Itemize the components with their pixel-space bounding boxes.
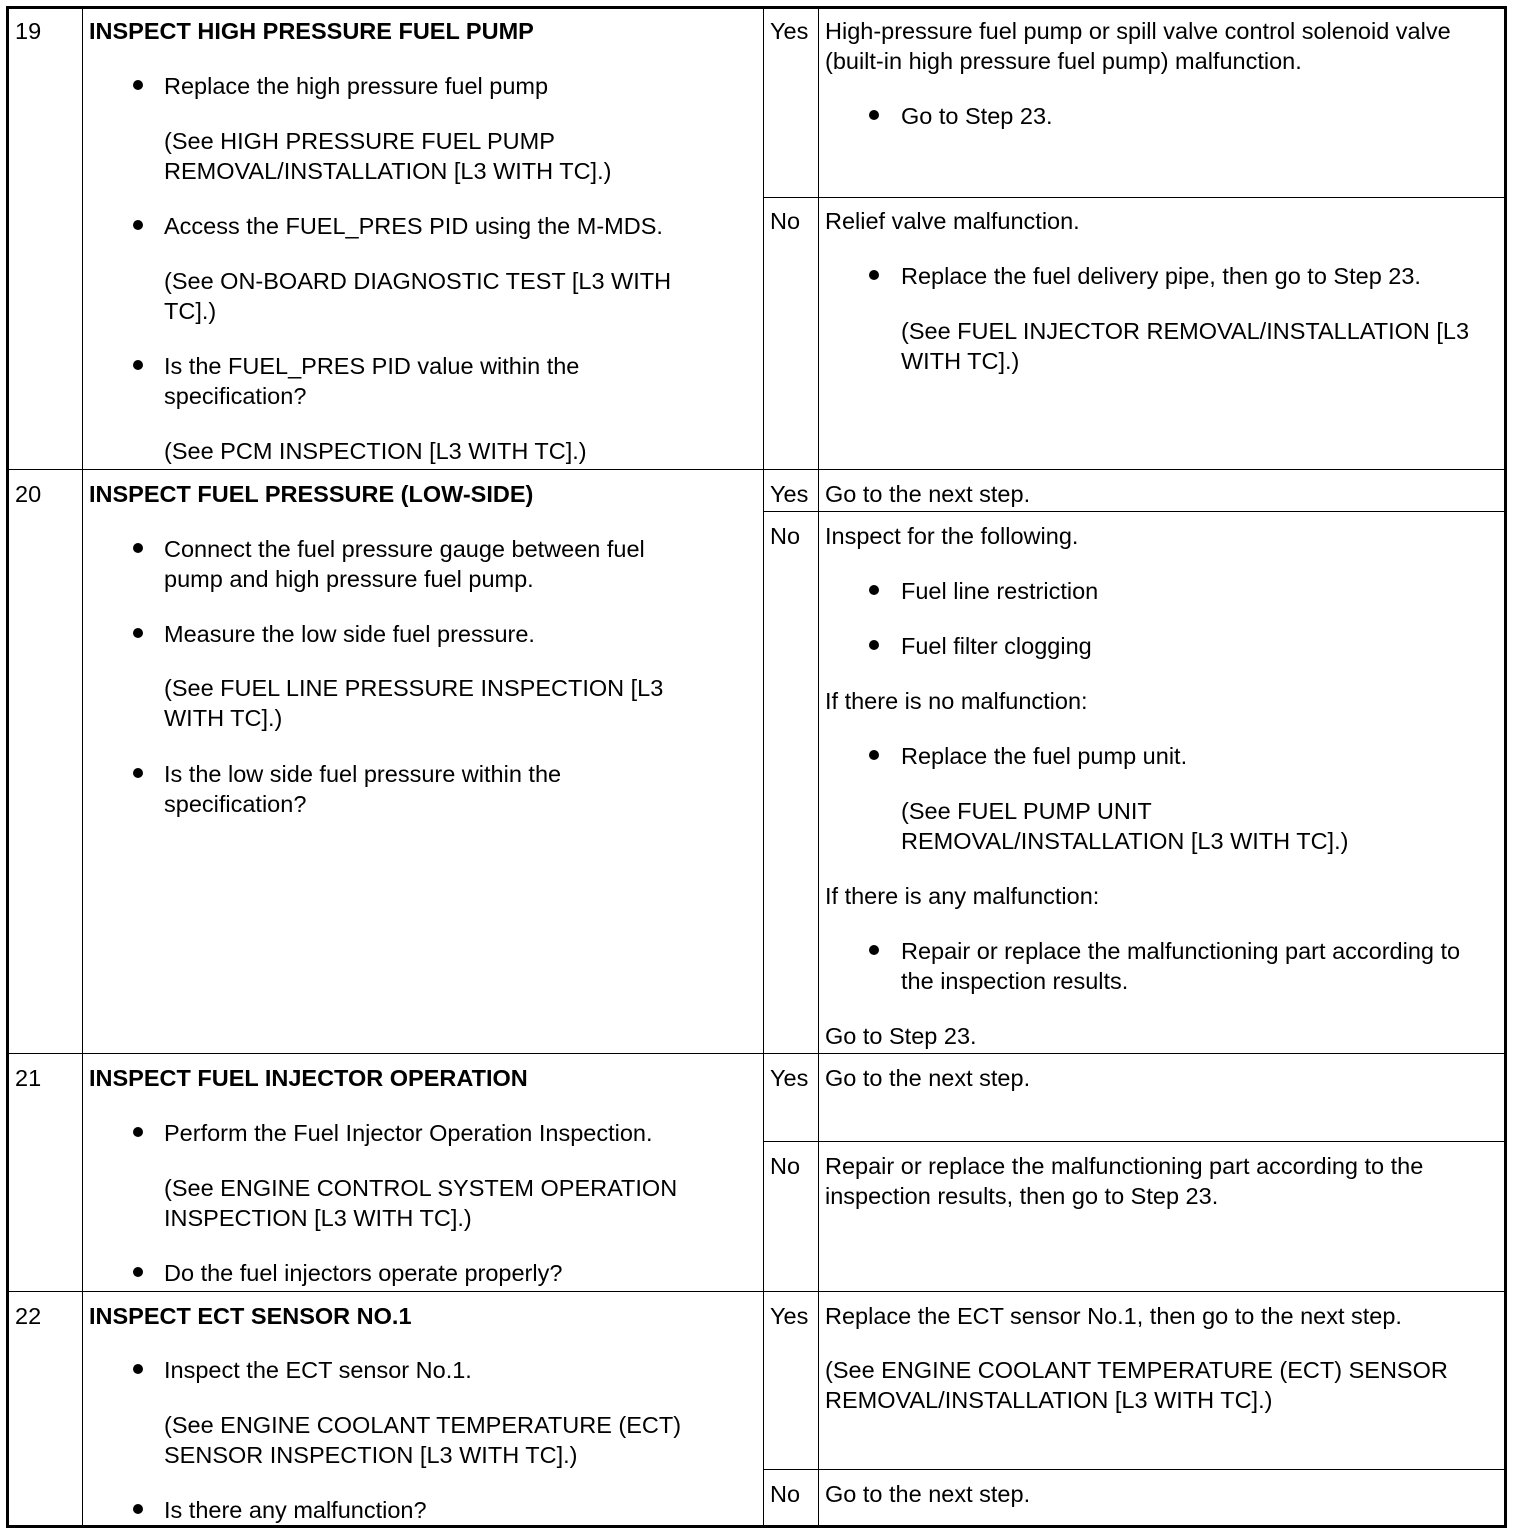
step-title: INSPECT FUEL PRESSURE (LOW-SIDE) [89,481,534,507]
reference-text: (See ENGINE COOLANT TEMPERATURE (ECT) SENSOR REMOVAL/INSTALLATION [L3 WITH TC].) [825,1357,1448,1413]
column-divider-result [818,9,819,1525]
bullet-icon [133,628,143,638]
action-bullet: Is the FUEL_PRES PID value within the specification? [164,353,580,409]
bullet-icon [133,220,143,230]
bullet-icon [869,750,879,760]
reference-text: (See HIGH PRESSURE FUEL PUMP REMOVAL/INSTALLATION [L3 WITH TC].) [164,128,612,184]
step-title: INSPECT FUEL INJECTOR OPERATION [89,1065,528,1091]
action-bullet: Access the FUEL_PRES PID using the M-MDS. [164,213,663,239]
diagnostic-procedure-table [6,6,1507,1528]
reference-text: (See FUEL PUMP UNIT REMOVAL/INSTALLATION [L3 WITH TC].) [901,798,1349,854]
action-bullet: Replace the high pressure fuel pump [164,73,549,99]
no-result-text: Inspect for the following. [825,523,1079,549]
yes-label: Yes [770,1303,809,1329]
yes-result-text: Go to the next step. [825,1065,1031,1091]
step-title: INSPECT ECT SENSOR NO.1 [89,1303,412,1329]
step-number: 20 [15,481,42,507]
no-result-text: Relief valve malfunction. [825,208,1080,234]
bullet-icon [133,80,143,90]
no-result-bullet: Fuel line restriction [901,578,1099,604]
column-divider-action [763,9,764,1525]
row-divider [9,469,1504,470]
action-bullet: Do the fuel injectors operate properly? [164,1260,563,1286]
yes-result-text: High-pressure fuel pump or spill valve control solenoid valve (built-in high pressure fuel pump) malfunction. [825,18,1451,74]
no-result-text: If there is no malfunction: [825,688,1088,714]
action-bullet: Connect the fuel pressure gauge between fuel pump and high pressure fuel pump. [164,536,645,592]
yes-no-divider [763,1469,1504,1470]
action-bullet: Is the low side fuel pressure within the specification? [164,761,562,817]
no-result-text: Go to Step 23. [825,1023,977,1049]
step-number: 19 [15,18,42,44]
no-result-bullet: Fuel filter clogging [901,633,1092,659]
yes-label: Yes [770,18,809,44]
column-divider-step [82,9,83,1525]
no-result-bullet: Replace the fuel delivery pipe, then go to Step 23. [901,263,1421,289]
reference-text: (See ENGINE COOLANT TEMPERATURE (ECT) SENSOR INSPECTION [L3 WITH TC].) [164,1412,682,1468]
reference-text: (See FUEL LINE PRESSURE INSPECTION [L3 WITH TC].) [164,675,664,731]
step-number: 22 [15,1303,42,1329]
step-title: INSPECT HIGH PRESSURE FUEL PUMP [89,18,534,44]
yes-label: Yes [770,1065,809,1091]
no-label: No [770,1153,801,1179]
no-result-text: Repair or replace the malfunctioning part according to the inspection results, then go to Step 23. [825,1153,1424,1209]
bullet-icon [869,640,879,650]
bullet-icon [869,945,879,955]
yes-no-divider [763,511,1504,512]
no-label: No [770,523,801,549]
bullet-icon [133,1504,143,1514]
yes-result-text: Replace the ECT sensor No.1, then go to the next step. [825,1303,1402,1329]
no-result-bullet: Replace the fuel pump unit. [901,743,1188,769]
row-divider [9,1291,1504,1292]
action-bullet: Measure the low side fuel pressure. [164,621,535,647]
reference-text: (See PCM INSPECTION [L3 WITH TC].) [164,438,587,464]
action-bullet: Is there any malfunction? [164,1497,427,1523]
bullet-icon [869,270,879,280]
action-bullet: Inspect the ECT sensor No.1. [164,1357,472,1383]
no-label: No [770,208,801,234]
bullet-icon [133,1267,143,1277]
yes-no-divider [763,1141,1504,1142]
yes-no-divider [763,197,1504,198]
no-label: No [770,1481,801,1507]
no-result-text: If there is any malfunction: [825,883,1100,909]
yes-result-bullet: Go to Step 23. [901,103,1053,129]
yes-label: Yes [770,481,809,507]
no-result-text: Go to the next step. [825,1481,1031,1507]
bullet-icon [133,1364,143,1374]
action-bullet: Perform the Fuel Injector Operation Inspection. [164,1120,653,1146]
bullet-icon [133,1127,143,1137]
bullet-icon [133,360,143,370]
yes-result-text: Go to the next step. [825,481,1031,507]
reference-text: (See ON-BOARD DIAGNOSTIC TEST [L3 WITH TC].) [164,268,672,324]
bullet-icon [133,768,143,778]
bullet-icon [133,543,143,553]
no-result-bullet: Repair or replace the malfunctioning part according to the inspection results. [901,938,1461,994]
bullet-icon [869,110,879,120]
bullet-icon [869,585,879,595]
step-number: 21 [15,1065,42,1091]
reference-text: (See FUEL INJECTOR REMOVAL/INSTALLATION [L3 WITH TC].) [901,318,1470,374]
reference-text: (See ENGINE CONTROL SYSTEM OPERATION INSPECTION [L3 WITH TC].) [164,1175,678,1231]
row-divider [9,1053,1504,1054]
